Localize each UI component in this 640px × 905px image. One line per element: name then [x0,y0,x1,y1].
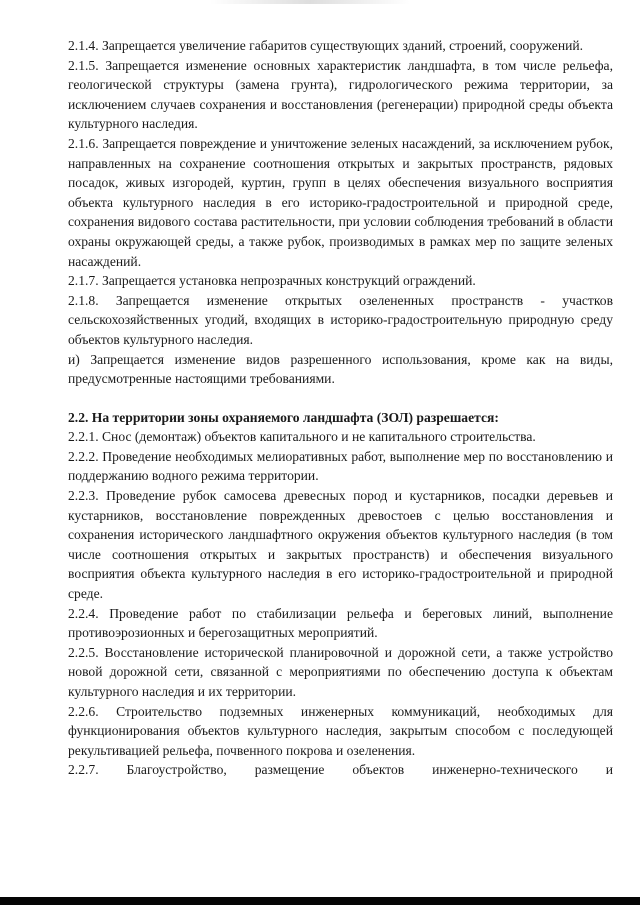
paragraph-2-1-8: 2.1.8. Запрещается изменение открытых озелененных пространств - участков сельскохозяйственных угодий, входящих в историко-градостроительную природную среду объектов культурного наследия. [68,292,613,347]
scan-edge-bottom [0,897,640,905]
paragraph-2-1-4: 2.1.4. Запрещается увеличение габаритов существующих зданий, строений, сооружений. [68,38,584,53]
item-2-2-7: 2.2.7. Благоустройство, размещение объектов инженерно-технического и [68,762,613,778]
item-2-2-5: 2.2.5. Восстановление исторической планировочной и дорожной сети, а также устройство новой дорожной сети, связанной с мероприятиями по обеспечению доступа к объектам культурного наследия и их территории. [68,644,613,699]
paragraph-2-1-7: 2.1.7. Запрещается установка непрозрачных конструкций ограждений. [68,273,476,289]
item-2-2-4: 2.2.4. Проведение работ по стабилизации рельефа и береговых линий, выполнение противоэрозионных и берегозащитных мероприятий. [68,605,613,641]
item-2-2-1: 2.2.1. Снос (демонтаж) объектов капитального и не капитального строительства. [68,429,536,445]
item-2-2-2: 2.2.2. Проведение необходимых мелиоративных работ, выполнение мер по восстановлению и поддержанию водного режима территории. [68,448,613,484]
scan-shadow-top [210,0,410,4]
section-heading: 2.2. На территории зоны охраняемого ландшафта (ЗОЛ) разрешается: [68,409,499,425]
paragraph-2-1-6: 2.1.6. Запрещается повреждение и уничтожение зеленых насаждений, за исключением рубок, направленных на сохранение соотношения открытых и закрытых пространств, рядовых посадок, живых изгородей, куртин, групп в целях обеспечения визуального восприятия объекта культурного наследия в его историко-градостроительной и природной среде, сохранения видового состава растительности, при условии соблюдения требований в области охраны окружающей среды, а также рубок, производимых в рамках мер по защите зеленых насаждений. [68,135,613,269]
section-gap [68,389,613,408]
item-2-2-6: 2.2.6. Строительство подземных инженерных коммуникаций, необходимых для функционирования объектов культурного наследия, закрытым способом с последующей рекультивацией рельефа, почвенного покрова и озеленения. [68,703,613,758]
paragraph-i: и) Запрещается изменение видов разрешенного использования, кроме как на виды, предусмотренные настоящими требованиями. [68,351,613,387]
item-2-2-3: 2.2.3. Проведение рубок самосева древесных пород и кустарников, посадки деревьев и кустарников, восстановление поврежденных древостоев с целью восстановления и сохранения исторического ландшафтного окружения объектов культурного наследия (в том числе соотношения открытых и закрытых пространств) и обеспечения визуального восприятия объекта культурного наследия в его историко-градостроительной и природной среде. [68,488,613,602]
document-page [68,36,613,780]
paragraph-2-1-5: 2.1.5. Запрещается изменение основных характеристик ландшафта, в том числе рельефа, геологической структуры (замена грунта), гидрологического режима территории, за исключением случаев сохранения и восстановления (регенерации) природной среды объекта культурного наследия. [68,57,613,132]
